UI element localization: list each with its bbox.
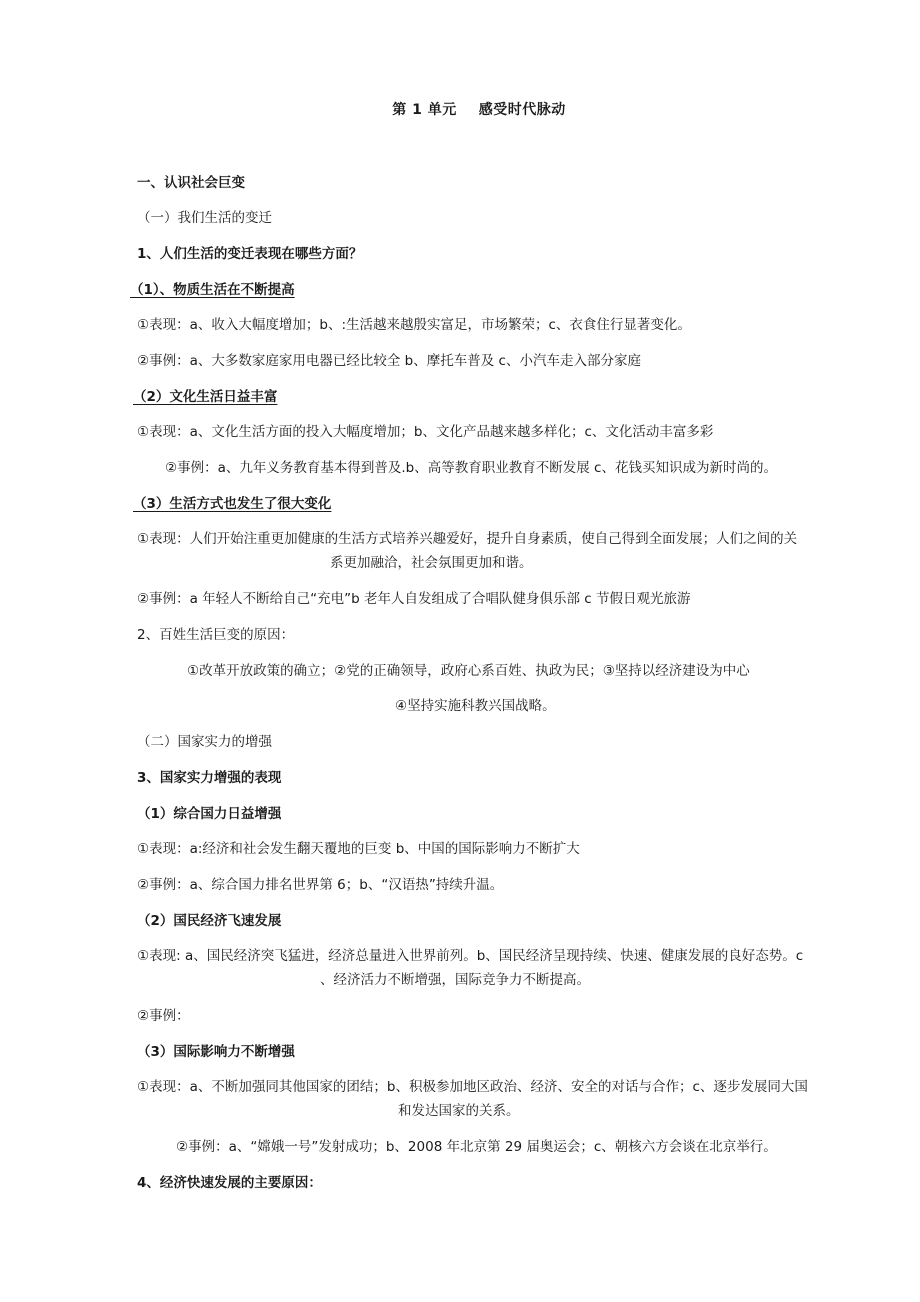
title-unit: 第 1 单元 [392,102,457,118]
paragraph: ①表现：a、文化生活方面的投入大幅度增加；b、文化产品越来越多样化；c、文化活动丰富多彩 [137,424,714,440]
point-heading: （2）国民经济飞速发展 [137,913,282,929]
question-heading: 1、人们生活的变迁表现在哪些方面？ [137,246,363,262]
paragraph: ①表现：a、收入大幅度增加；b、:生活越来越殷实富足，市场繁荣；c、衣食住行显著变化。 [137,317,691,333]
question-heading: 4、经济快速发展的主要原因： [137,1175,322,1191]
paragraph: ①表现：人们开始注重更加健康的生活方式培养兴趣爱好，提升自身素质，使自己得到全面发展；人们之间的关 [137,531,798,547]
paragraph-continuation: 、经济活力不断增强，国际竞争力不断提高。 [320,972,590,988]
question-heading: 3、国家实力增强的表现 [137,770,282,786]
paragraph: ①表现：a、不断加强同其他国家的团结；b、积极参加地区政治、经济、安全的对话与合作；c、逐步发展同大国 [137,1079,808,1095]
paragraph: ②事例：a、大多数家庭家用电器已经比较全 b、摩托车普及 c、小汽车走入部分家庭 [137,353,641,369]
point-heading: （3）国际影响力不断增强 [137,1044,295,1060]
point-heading: （1）、物质生活在不断提高 [130,282,295,298]
subsection-heading: （二）国家实力的增强 [137,734,272,750]
paragraph: ②事例： [137,1008,190,1024]
point-heading: （2）文化生活日益丰富 [133,389,278,405]
subsection-heading: （一）我们生活的变迁 [137,210,272,226]
section-heading: 一、认识社会巨变 [137,175,245,191]
point-heading: （3）生活方式也发生了很大变化 [133,496,332,512]
paragraph: ④坚持实施科教兴国战略。 [395,698,556,714]
question-heading: 2、百姓生活巨变的原因： [137,627,295,643]
paragraph: ②事例：a 年轻人不断给自己“充电”b 老年人自发组成了合唱队健身俱乐部 c 节假日观光旅游 [137,591,691,607]
paragraph: ①改革开放政策的确立；②党的正确领导，政府心系百姓、执政为民；③坚持以经济建设为中心 [187,663,750,679]
paragraph: ①表现：a:经济和社会发生翻天覆地的巨变 b、中国的国际影响力不断扩大 [137,841,580,857]
paragraph: ①表现: a、国民经济突飞猛进，经济总量进入世界前列。b、国民经济呈现持续、快速、健康发展的良好态势。c [137,948,804,964]
title-theme: 感受时代脉动 [478,102,566,118]
page-title [0,101,920,119]
paragraph: ②事例：a、九年义务教育基本得到普及.b、高等教育职业教育不断发展 c、花钱买知识成为新时尚的。 [165,460,777,476]
paragraph-continuation: 和发达国家的关系。 [398,1103,520,1119]
paragraph: ②事例：a、综合国力排名世界第 6；b、“汉语热”持续升温。 [137,877,504,893]
point-heading: （1）综合国力日益增强 [137,806,282,822]
paragraph: ②事例：a、“嫦娥一号”发射成功；b、2008 年北京第 29 届奥运会；c、朝核六方会谈在北京举行。 [176,1139,777,1155]
paragraph-continuation: 系更加融洽，社会氛围更加和谐。 [330,555,533,571]
